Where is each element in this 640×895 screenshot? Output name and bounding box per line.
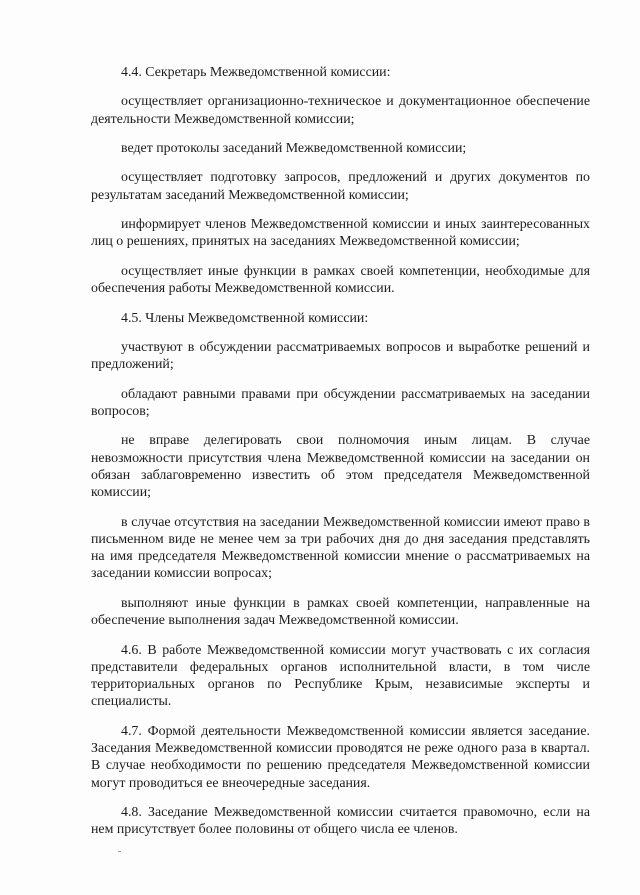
paragraph: осуществляет организационно-техническое и документационное обеспечение деятельности Межведомственной комиссии;: [91, 94, 590, 127]
paragraph: не вправе делегировать свои полномочия иным лицам. В случае невозможности присутствия члена Межведомственной комиссии на заседании он обязан заблаговременно известить об этом председателя Межведомственной комиссии;: [91, 433, 590, 501]
section-paragraph-4-8: 4.8. Заседание Межведомственной комиссии считается правомочно, если на нем присутствует более половины от общего числа ее членов.: [91, 805, 590, 838]
paragraph: в случае отсутствия на заседании Межведомственной комиссии имеют право в письменном виде не менее чем за три рабочих дня до дня заседания представлять на имя председателя Межведомственной комиссии мнение о рассматриваемых на заседании комиссии вопросах;: [91, 514, 590, 582]
section-heading-4-5: 4.5. Члены Межведомственной комиссии:: [121, 310, 369, 326]
paragraph: информирует членов Межведомственной комиссии и иных заинтересованных лиц о решениях, принятых на заседаниях Межведомственной комиссии;: [91, 217, 590, 250]
scan-mark: [118, 851, 121, 852]
paragraph: осуществляет подготовку запросов, предложений и других документов по результатам заседаний Межведомственной комиссии;: [91, 170, 590, 203]
section-heading-4-4: 4.4. Секретарь Межведомственной комиссии:: [121, 65, 391, 80]
paragraph: ведет протоколы заседаний Межведомственной комиссии;: [121, 141, 467, 157]
section-paragraph-4-6: 4.6. В работе Межведомственной комиссии могут участвовать с их согласия представители федеральных органов исполнительной власти, в том числе территориальных органов по Республике Крым, независимые эксперты и специалисты.: [91, 642, 590, 710]
paragraph: осуществляет иные функции в рамках своей компетенции, необходимые для обеспечения работы Межведомственной комиссии.: [91, 263, 590, 297]
paragraph: выполняют иные функции в рамках своей компетенции, направленные на обеспечение выполнения задач Межведомственной комиссии.: [91, 595, 590, 629]
paragraph: обладают равными правами при обсуждении рассматриваемых на заседании вопросов;: [91, 386, 590, 419]
section-paragraph-4-7: 4.7. Формой деятельности Межведомственной комиссии является заседание. Заседания Межведомственной комиссии проводятся не реже одного раза в квартал. В случае необходимости по решению председателя Межведомственной комиссии могут проводиться ее внеочередные заседания.: [91, 723, 590, 791]
paragraph: участвуют в обсуждении рассматриваемых вопросов и выработке решений и предложений;: [91, 339, 590, 373]
document-body: [91, 64, 590, 851]
